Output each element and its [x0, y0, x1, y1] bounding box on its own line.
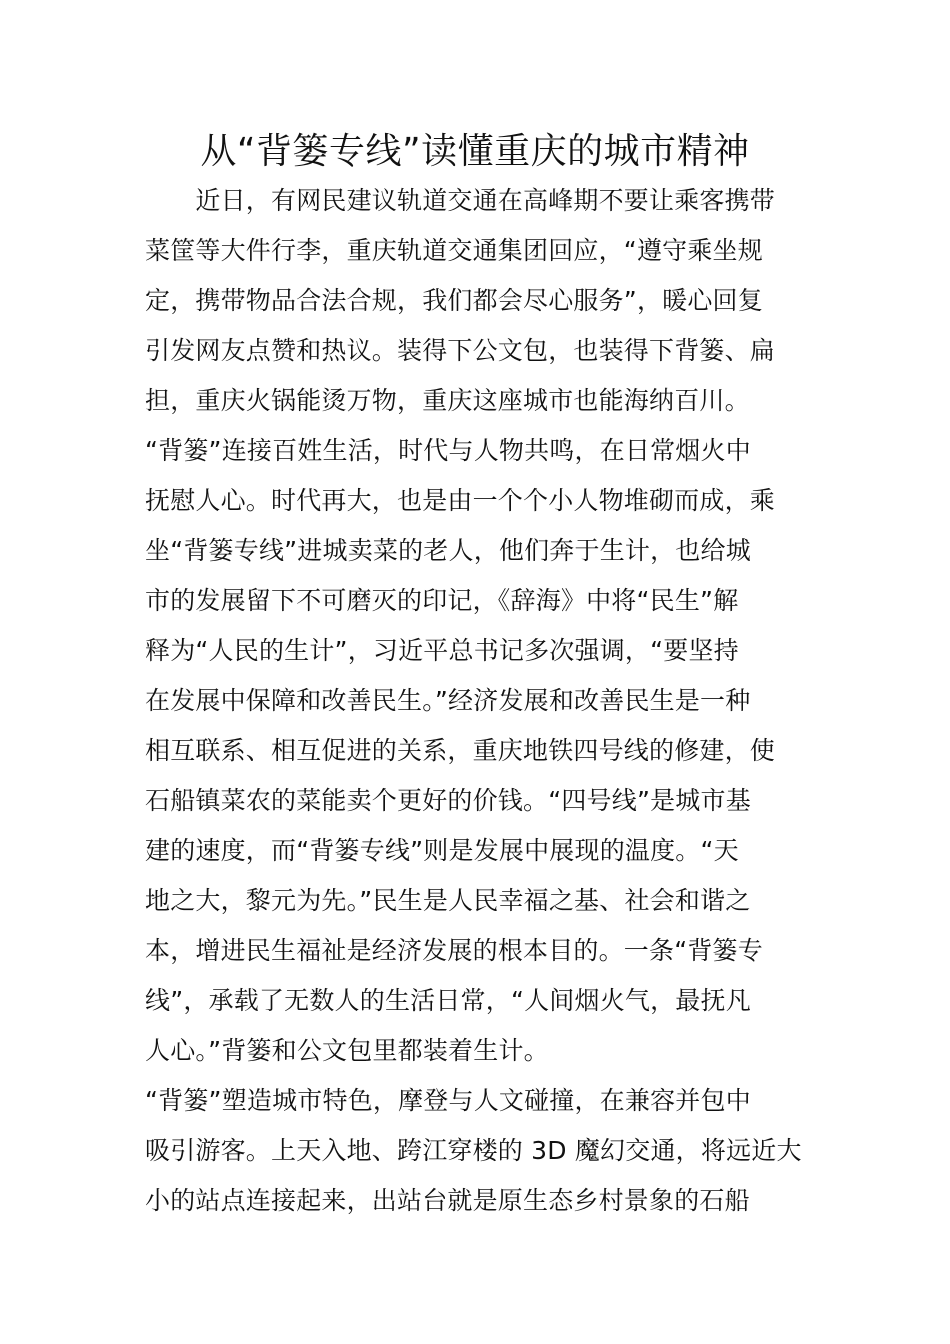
article-title: 从“背篓专线”读懂重庆的城市精神: [200, 131, 750, 172]
text-line-14: 建的速度，而“背篓专线”则是发展中展现的温度。“天: [145, 836, 739, 865]
text-line-17: 线”，承载了无数人的生活日常，“人间烟火气，最抚凡: [145, 986, 751, 1015]
text-line-10: 释为“人民的生计”，习近平总书记多次强调，“要坚持: [145, 636, 739, 665]
text-line-18: 人心。”背篓和公文包里都装着生计。: [145, 1036, 549, 1065]
text-line-8: 坐“背篓专线”进城卖菜的老人，他们奔于生计，也给城: [145, 536, 751, 565]
text-line-3: 定，携带物品合法合规，我们都会尽心服务”，暖心回复: [145, 286, 763, 315]
text-line-7: 抚慰人心。时代再大，也是由一个个小人物堆砌而成，乘: [145, 486, 776, 515]
text-line-13: 石船镇菜农的菜能卖个更好的价钱。“四号线”是城市基: [145, 786, 751, 815]
text-line-6: “背篓”连接百姓生活，时代与人物共鸣，在日常烟火中: [145, 436, 751, 465]
text-line-11: 在发展中保障和改善民生。”经济发展和改善民生是一种: [145, 686, 751, 715]
text-line-21: 小的站点连接起来，出站台就是原生态乡村景象的石船: [145, 1186, 750, 1215]
text-line-12: 相互联系、相互促进的关系，重庆地铁四号线的修建，使: [145, 736, 776, 765]
text-line-9: 市的发展留下不可磨灭的印记，《辞海》中将“民生”解: [145, 586, 739, 615]
text-line-2: 菜筐等大件行李，重庆轨道交通集团回应，“遵守乘坐规: [145, 236, 763, 265]
text-line-16: 本，增进民生福祉是经济发展的根本目的。一条“背篓专: [145, 936, 763, 965]
text-line-1: 近日，有网民建议轨道交通在高峰期不要让乘客携带: [145, 186, 776, 215]
text-line-5: 担，重庆火锅能烫万物，重庆这座城市也能海纳百川。: [145, 386, 750, 415]
text-line-15: 地之大，黎元为先。”民生是人民幸福之基、社会和谐之: [145, 886, 751, 915]
text-line-4: 引发网友点赞和热议。装得下公文包，也装得下背篓、扁: [145, 336, 776, 365]
text-line-20: 吸引游客。上天入地、跨江穿楼的 3D 魔幻交通，将远近大: [145, 1136, 802, 1165]
text-line-19: “背篓”塑造城市特色，摩登与人文碰撞，在兼容并包中: [145, 1086, 751, 1115]
